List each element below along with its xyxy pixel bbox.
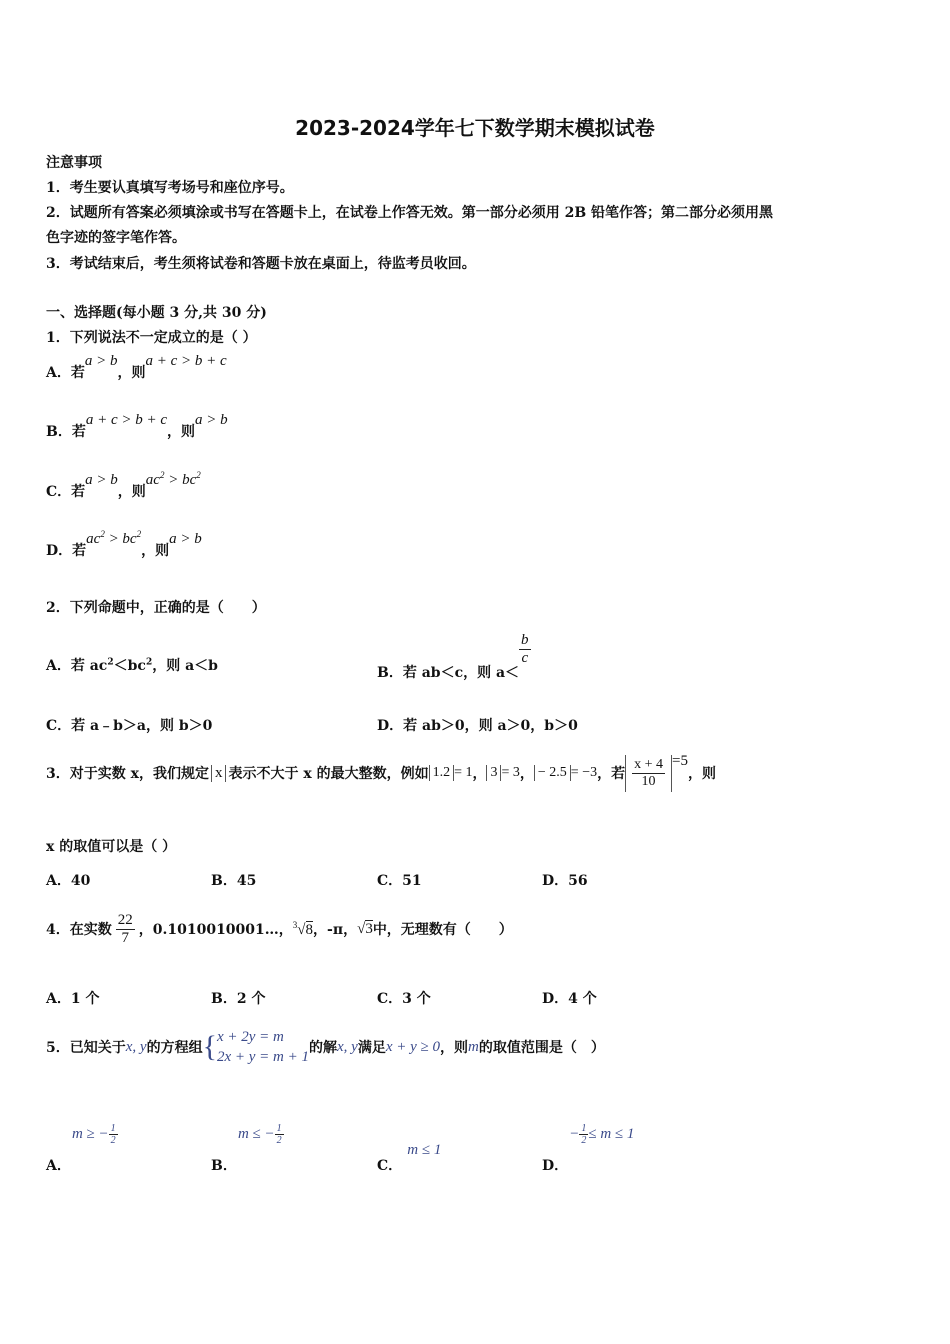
floor-example: 1.2 = 1 [429, 765, 473, 781]
question-2-stem: 2．下列命题中，正确的是（ ） [46, 600, 266, 616]
question-5-option-a[interactable]: A． m ≥ − $\frac{1}{2}$ [46, 1123, 116, 1174]
question-3-line2: x 的取值可以是（ ） [46, 839, 177, 855]
section-heading: 一、选择题(每小题 3 分,共 30 分) [46, 305, 267, 321]
question-1-option-c[interactable] [46, 470, 201, 501]
fraction: $\frac{22}{7}$ [117, 911, 133, 946]
option-connector: ，则 [117, 484, 146, 500]
notice-item: 3．考试结束后，考生须将试卷和答题卡放在桌面上，待监考员收回。 [46, 256, 476, 272]
notice-item: 1．考生要认真填写考场号和座位序号。 [46, 180, 294, 196]
question-5-option-d[interactable]: D． − $\frac{1}{2}$ ≤ m ≤ 1 [542, 1123, 635, 1174]
question-3-option-b[interactable]: B．45 [211, 873, 257, 889]
option-connector: ，则 [141, 543, 170, 559]
question-3-stem: 3．对于实数 x，我们规定 x 表示不大于 x 的最大整数，例如 1.2 = 1 ， 3 = 3 ， − 2.5 = −3 ，若 $\frac{x + 4}{10}$ =5 ，则 [46, 748, 716, 798]
floor-example: − 2.5 = −3 [534, 765, 597, 781]
notice-heading: 注意事项 [46, 155, 102, 171]
question-5-option-c[interactable]: C． m ≤ 1 [377, 1142, 442, 1174]
notice-item: 色字迹的签字笔作答。 [46, 230, 186, 246]
equation-system: { x + 2y = m 2x + y = m + 1 [202, 1029, 309, 1065]
math-result: $ac^2 > bc^2$ [145, 470, 201, 488]
floor-bracket: x [211, 765, 227, 782]
question-2-option-a[interactable]: A．若 $ac^2<bc^2$，则 a＜b [46, 657, 218, 674]
option-label: C．若 [46, 484, 86, 500]
question-2-option-d[interactable]: D．若 ab＞0，则 a＞0，b＞0 [377, 718, 578, 734]
option-expression: m ≤ 1 [407, 1142, 442, 1158]
fraction: $\frac{b}{c}$ [521, 632, 529, 666]
question-3-option-c[interactable]: C．51 [377, 873, 422, 889]
question-4-option-b[interactable]: B．2 个 [211, 991, 266, 1007]
question-1-option-b[interactable] [46, 412, 228, 441]
option-connector: ，则 [117, 365, 146, 381]
question-4-option-a[interactable]: A．1 个 [46, 991, 100, 1007]
question-3-option-d[interactable]: D．56 [542, 873, 588, 889]
floor-fraction: $\frac{x + 4}{10}$ [625, 755, 672, 792]
question-5-stem: 5．已知关于 x, y 的方程组 { x + 2y = m 2x + y = m + 1 的解 x, y 满足 x + y ≥ 0 ，则 m 的取值范围是（ ） [46, 1029, 605, 1065]
cube-root: $^3$√8 [292, 919, 314, 938]
question-4-stem: 4．在实数 $\frac{22}{7}$ ，0.1010010001…， $^3$√8 ，-π， √3 中，无理数有（ ） [46, 911, 513, 946]
option-label: A．若 [46, 365, 85, 381]
math-result: a > b [195, 412, 228, 428]
math-condition: a > b [84, 353, 118, 369]
question-2-option-b[interactable]: B．若 ab＜c，则 a＜ $\frac{b}{c}$ [377, 632, 529, 681]
page-title: 2023-2024学年七下数学期末模拟试卷 [295, 116, 655, 140]
option-connector: ，则 [167, 424, 196, 440]
math-condition: $ac^2 > bc^2$ [86, 529, 142, 547]
question-5-option-b[interactable]: B． m ≤ − $\frac{1}{2}$ [211, 1123, 282, 1174]
question-4-option-d[interactable]: D．4 个 [542, 991, 597, 1007]
option-label: B．若 [46, 424, 86, 440]
question-1-option-d[interactable] [46, 529, 202, 560]
square-root: √3 [357, 920, 373, 937]
math-result: a + c > b + c [145, 353, 227, 369]
math-result: a > b [169, 531, 202, 547]
question-2-option-c[interactable]: C．若 a﹣b＞a，则 b＞0 [46, 718, 213, 734]
question-1-stem: 1．下列说法不一定成立的是（ ） [46, 330, 257, 346]
option-label: D．若 [46, 543, 87, 559]
question-3-option-a[interactable]: A．40 [46, 873, 91, 889]
option-expression: − $\frac{1}{2}$ ≤ m ≤ 1 [569, 1123, 635, 1147]
question-1-option-a[interactable] [46, 353, 227, 382]
notice-item: 2．试题所有答案必须填涂或书写在答题卡上，在试卷上作答无效。第一部分必须用 2B 铅笔作答；第二部分必须用黑 [46, 205, 774, 221]
math-condition: a + c > b + c [85, 412, 168, 428]
option-expression: m ≤ − $\frac{1}{2}$ [237, 1123, 282, 1147]
question-4-option-c[interactable]: C．3 个 [377, 991, 431, 1007]
option-expression: m ≥ − $\frac{1}{2}$ [71, 1123, 116, 1147]
math-condition: a > b [85, 472, 118, 488]
floor-example: 3 = 3 [486, 765, 519, 781]
